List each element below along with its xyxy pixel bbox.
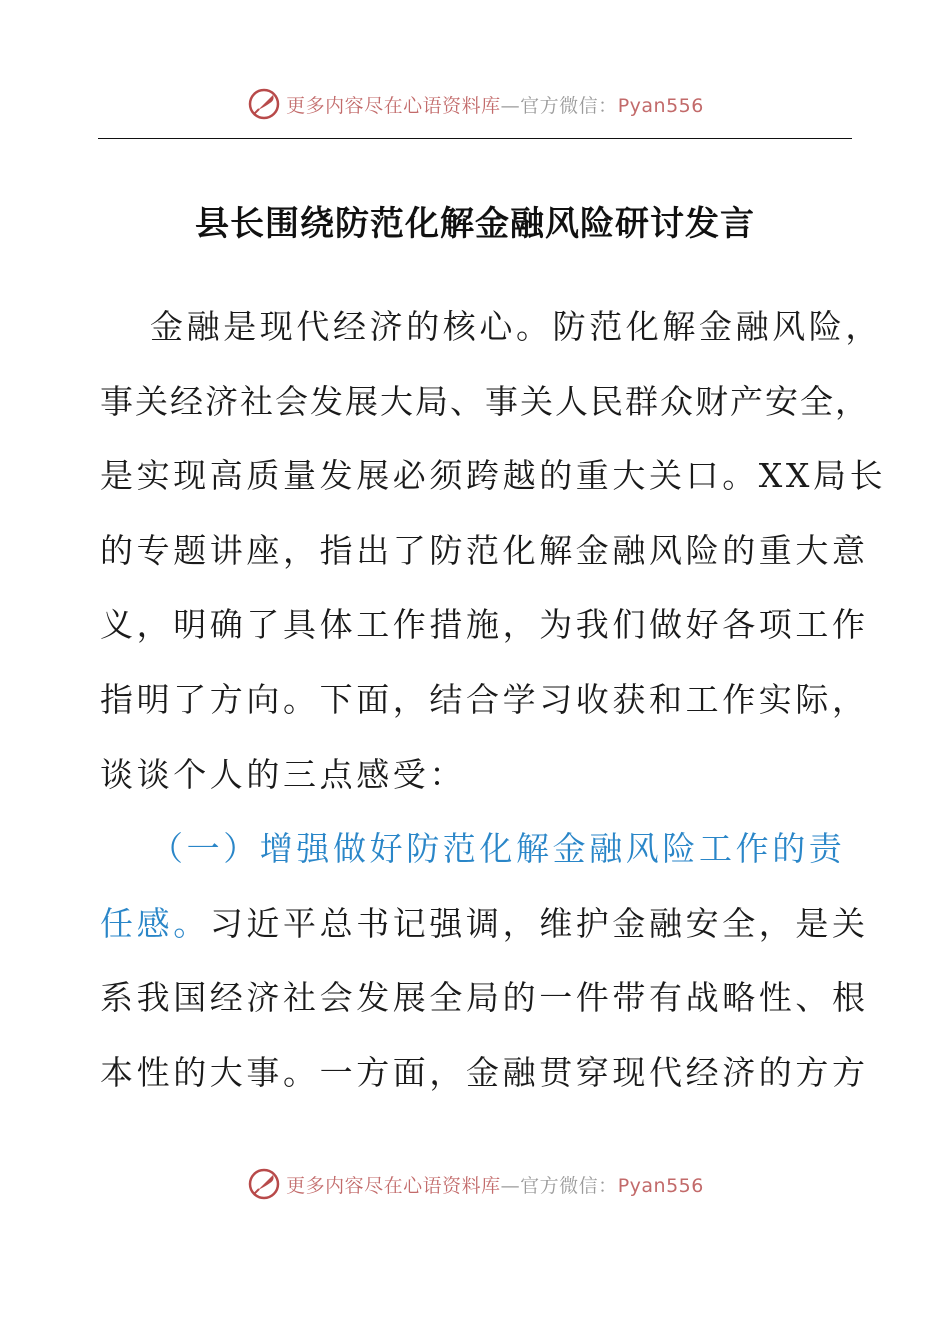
paragraph-line: 义，明确了具体工作措施，为我们做好各项工作 <box>100 605 869 645</box>
section-heading-end: 任感。 <box>100 903 210 943</box>
banner-main-text: 更多内容尽在心语资料库 <box>286 1174 501 1197</box>
banner-text <box>286 91 704 118</box>
document-body <box>100 290 887 1111</box>
section-heading: （一）增强做好防范化解金融风险工作的责 <box>150 829 846 869</box>
quill-logo-icon <box>246 1166 282 1202</box>
banner-tail-text: —官方微信： <box>500 94 618 117</box>
wechat-id: Pyan556 <box>617 1174 704 1197</box>
banner-main-text: 更多内容尽在心语资料库 <box>286 94 501 117</box>
quill-logo-icon <box>246 86 282 122</box>
document-title: 县长围绕防范化解金融风险研讨发言 <box>195 204 755 244</box>
footer-banner <box>0 1164 950 1204</box>
paragraph-line: 本性的大事。一方面，金融贯穿现代经济的方方 <box>100 1052 869 1092</box>
paragraph-line: 事关经济社会发展大局、事关人民群众财产安全， <box>100 381 870 421</box>
paragraph-line: 系我国经济社会发展全局的一件带有战略性、根 <box>100 978 869 1018</box>
paragraph-line: 金融是现代经济的核心。防范化解金融风险， <box>150 307 882 346</box>
banner-tail-text: —官方微信： <box>500 1174 618 1197</box>
header-divider <box>98 138 852 139</box>
paragraph-line: 谈谈个人的三点感受： <box>100 754 466 794</box>
header-banner <box>0 84 950 124</box>
wechat-id: Pyan556 <box>617 94 704 117</box>
banner-text <box>286 1171 704 1198</box>
paragraph-line: 指明了方向。下面，结合学习收获和工作实际， <box>100 679 869 719</box>
paragraph-text: 习近平总书记强调，维护金融安全，是关 <box>209 903 869 943</box>
paragraph-line: 是实现高质量发展必须跨越的重大关口。XX局长 <box>100 456 887 496</box>
paragraph-line <box>100 887 869 962</box>
paragraph-line: 的专题讲座，指出了防范化解金融风险的重大意 <box>100 530 869 570</box>
